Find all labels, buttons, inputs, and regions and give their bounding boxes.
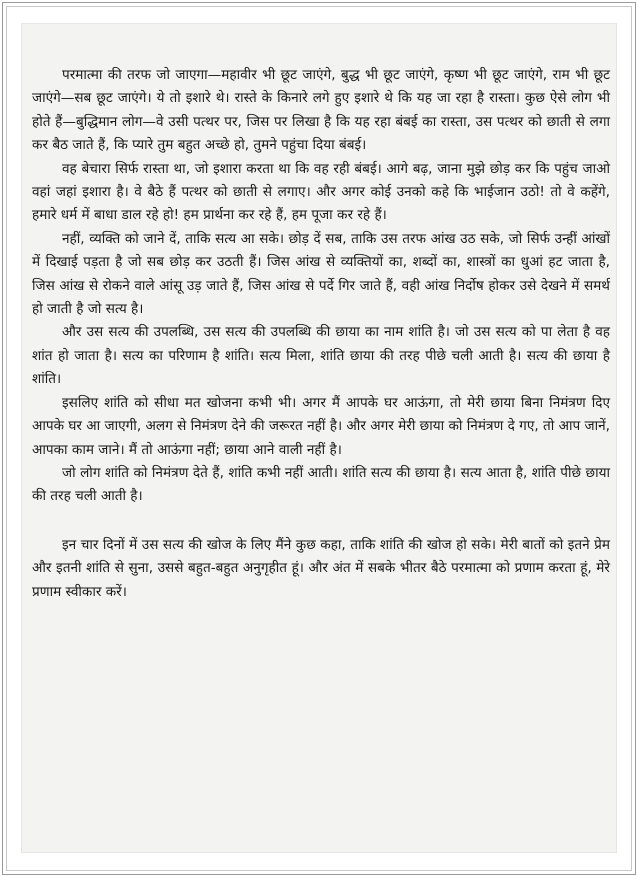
- paragraph-2: वह बेचारा सिर्फ रास्ता था, जो इशारा करता था कि वह रही बंबई। आगे बढ़, जाना मुझे छोड़ कर कि पहुंच जाओ वहां जहां इशारा है। वे बैठे हैं पत्थर को छाती से लगाए। और अगर कोई उनको कहे कि भाईजान उठो! तो वे कहेंगे, हमारे धर्म में बाधा डाल रहे हो! हम प्रार्थना कर रहे हैं, हम पूजा कर रहे हैं।: [32, 160, 610, 224]
- paragraph-1: परमात्मा की तरफ जो जाएगा—महावीर भी छूट जाएंगे, बुद्ध भी छूट जाएंगे, कृष्ण भी छूट जाएंगे, राम भी छूट जाएंगे—सब छूट जाएंगे। ये तो इशारे थे। रास्ते के किनारे लगे हुए इशारे थे कि यह जा रहा है रास्ता। कुछ ऐसे लोग भी होते हैं—बुद्धिमान लोग—वे उसी पत्थर पर, जिस पर लिखा है कि यह रहा बंबई का रास्ता, उस पत्थर को छाती से लगा कर बैठ जाते हैं, कि प्यारे तुम बहुत अच्छे हो, तुमने पहुंचा दिया बंबई।: [32, 67, 610, 154]
- paragraph-7: इन चार दिनों में उस सत्य की खोज के लिए मैंने कुछ कहा, ताकि शांति की खोज हो सके। मेरी बातों को इतने प्रेम और इतनी शांति से सुना, उससे बहुत-बहुत अनुगृहीत हूं। और अंत में सबके भीतर बैठे परमात्मा को प्रणाम करता हूं, मेरे प्रणाम स्वीकार करें।: [32, 536, 610, 600]
- paragraph-5: इसलिए शांति को सीधा मत खोजना कभी भी। अगर मैं आपके घर आऊंगा, तो मेरी छाया बिना निमंत्रण दिए आपके घर आ जाएगी, अलग से निमंत्रण देने की जरूरत नहीं है। और अगर मेरी छाया को निमंत्रण दे गए, तो आप जानें, आपका काम जाने। मैं तो आऊंगा नहीं; छाया आने वाली नहीं है।: [32, 394, 610, 458]
- paragraph-3: नहीं, व्यक्ति को जाने दें, ताकि सत्य आ सके। छोड़ दें सब, ताकि उस तरफ आंख उठ सके, जो सिर्फ उन्हीं आंखों में दिखाई पड़ता है जो सब छोड़ कर उठती हैं। जिस आंख से व्यक्तियों का, शब्दों का, शास्त्रों का धुआं हट जाता है, जिस आंख से रोकने वाले आंसू उड़ जाते हैं, जिस आंख से पर्दे गिर जाते हैं, वही आंख निर्दोष होकर उसे देखने में समर्थ हो जाती है जो सत्य है।: [32, 230, 610, 318]
- paragraph-spacer: [32, 509, 610, 534]
- paragraph-4: और उस सत्य की उपलब्धि, उस सत्य की उपलब्धि की छाया का नाम शांति है। जो उस सत्य को पा लेता है वह शांत हो जाता है। सत्य का परिणाम है शांति। सत्य मिला, शांति छाया की तरह पीछे चली आती है। सत्य की छाया है शांति।: [32, 324, 610, 388]
- paragraph-6: जो लोग शांति को निमंत्रण देते हैं, शांति कभी नहीं आती। शांति सत्य की छाया है। सत्य आता है, शांति पीछे छाया की तरह चली आती है।: [32, 464, 610, 505]
- body-text: [32, 64, 610, 604]
